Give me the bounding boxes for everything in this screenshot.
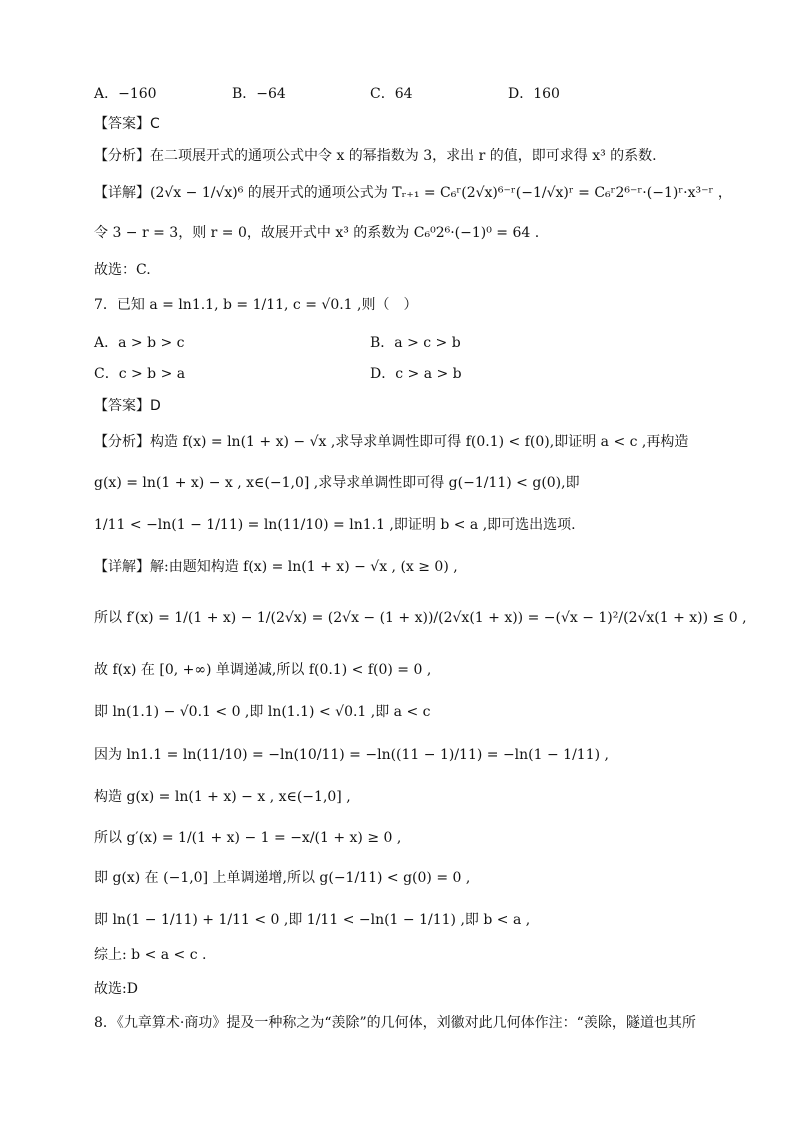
q7-detail-7: 所以 g′(x) = 1/(1 + x) − 1 = −x/(1 + x) ≥ 0 , xyxy=(94,830,402,846)
q7-analysis-3: 1/11 < −ln(1 − 1/11) = ln(11/10) = ln1.1 ,即证明 b < a ,即可选出选项. xyxy=(94,517,576,533)
q7-analysis-2: g(x) = ln(1 + x) − x , x∈(−1,0] ,求导求单调性即可得 g(−1/11) < g(0),即 xyxy=(94,475,580,491)
q7-stem: 7．已知 a = ln1.1, b = 1/11, c = √0.1 ,则（ ） xyxy=(94,297,418,313)
q7-detail-4: 即 ln(1.1) − √0.1 < 0 ,即 ln(1.1) < √0.1 ,即 a < c xyxy=(94,704,431,720)
q6-detail: 【详解】(2√x − 1/√x)⁶ 的展开式的通项公式为 Tᵣ₊₁ = C₆ʳ(2√x)⁶⁻ʳ(−1/√x)ʳ = C₆ʳ2⁶⁻ʳ·(−1)ʳ·x³⁻ʳ ， xyxy=(94,185,732,201)
q6-answer: 【答案】C xyxy=(94,116,160,132)
q7-detail-9: 即 ln(1 − 1/11) + 1/11 < 0 ,即 1/11 < −ln(1 − 1/11) ,即 b < a , xyxy=(94,912,531,928)
q6-choice: 故选：C. xyxy=(94,262,151,278)
option-d: D．160 xyxy=(508,86,560,102)
option-c: C．64 xyxy=(370,86,413,102)
q7-detail-8: 即 g(x) 在 (−1,0] 上单调递增,所以 g(−1/11) < g(0) = 0 , xyxy=(94,870,471,886)
q7-summary: 综上: b < a < c . xyxy=(94,947,207,963)
q7-detail-5: 因为 ln1.1 = ln(11/10) = −ln(10/11) = −ln((11 − 1)/11) = −ln(1 − 1/11) , xyxy=(94,747,609,763)
q7-option-b: B．a > c > b xyxy=(370,335,461,351)
q7-detail-6: 构造 g(x) = ln(1 + x) − x , x∈(−1,0] , xyxy=(94,789,351,805)
q7-choice: 故选:D xyxy=(94,981,138,997)
q7-detail-3: 故 f(x) 在 [0, +∞) 单调递减,所以 f(0.1) < f(0) = 0 , xyxy=(94,662,432,678)
option-b: B．−64 xyxy=(232,86,286,102)
option-a: A．−160 xyxy=(94,86,157,102)
q7-analysis-1: 【分析】构造 f(x) = ln(1 + x) − √x ,求导求单调性即可得 f(0.1) < f(0),即证明 a < c ,再构造 xyxy=(94,434,689,450)
q7-detail-1: 【详解】解:由题知构造 f(x) = ln(1 + x) − √x , (x ≥ 0) , xyxy=(94,559,458,575)
q7-answer: 【答案】D xyxy=(94,398,161,414)
q6-options-row xyxy=(94,84,754,104)
q7-option-d: D．c > a > b xyxy=(370,366,462,382)
q6-detail-line2: 令 3 − r = 3，则 r = 0，故展开式中 x³ 的系数为 C₆⁰2⁶·(−1)⁰ = 64 . xyxy=(94,225,540,241)
q7-options-row-1 xyxy=(94,333,754,353)
q6-analysis: 【分析】在二项展开式的通项公式中令 x 的幂指数为 3，求出 r 的值，即可求得 x³ 的系数. xyxy=(94,148,657,164)
q7-options-row-2 xyxy=(94,364,754,384)
q8-stem: 8．《九章算术·商功》提及一种称之为“羡除”的几何体，刘徽对此几何体作注：“羡除，隧道也其所 xyxy=(94,1015,696,1031)
q7-option-a: A．a > b > c xyxy=(94,335,185,351)
q7-option-c: C．c > b > a xyxy=(94,366,186,382)
q7-detail-2: 所以 f′(x) = 1/(1 + x) − 1/(2√x) = (2√x − (1 + x))/(2√x(1 + x)) = −(√x − 1)²/(2√x(1 + x)) ≤ 0 , xyxy=(94,610,747,626)
